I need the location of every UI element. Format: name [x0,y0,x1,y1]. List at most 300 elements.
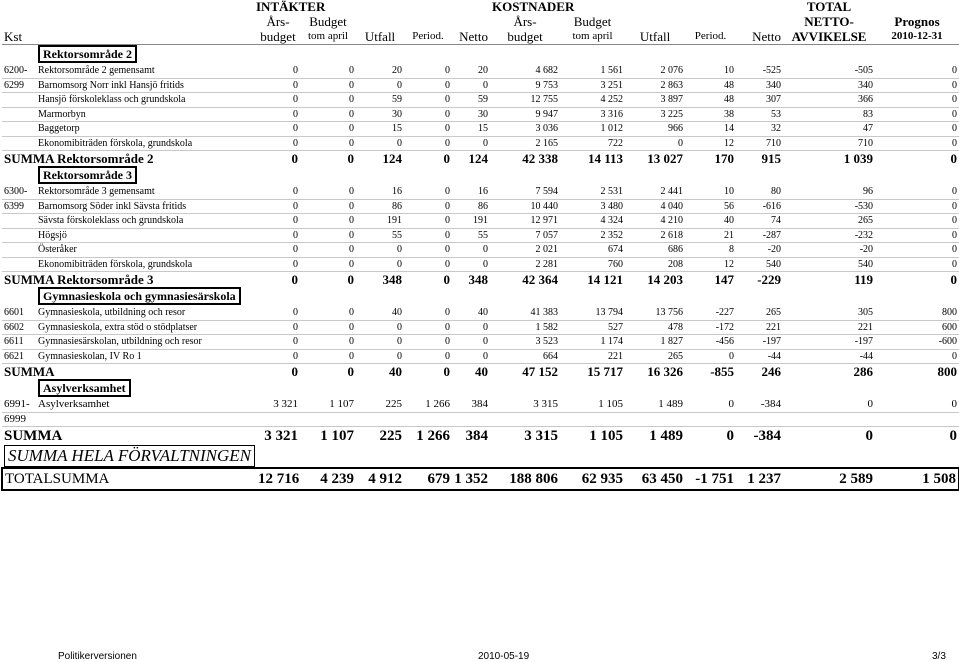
value-cell: -197 [783,335,875,350]
summa-label: SUMMA [4,428,63,444]
value-cell: 7 594 [490,185,560,199]
totalsumma-value: 2 589 [783,468,875,490]
value-cell: 2 021 [490,243,560,258]
name-cell: Österåker [36,243,256,258]
value-cell: 0 [452,243,490,258]
summa-value: 3 315 [524,428,559,444]
value-cell: 0 [300,335,356,350]
value-cell [625,412,685,427]
value-cell: 55 [452,228,490,243]
value-cell: 10 440 [490,199,560,214]
value-cell: 1 266 [404,398,452,412]
value-cell: 0 [300,320,356,335]
arsbudget-label-1: budget [260,29,296,44]
value-cell: 86 [452,199,490,214]
value-cell: 366 [783,93,875,108]
summa-value: 147 [714,272,735,287]
kst-cell: 6602 [2,320,36,335]
value-cell: 2 281 [490,257,560,272]
kst-cell: 6200- [2,64,36,78]
value-cell: 4 682 [490,64,560,78]
value-cell: -505 [783,64,875,78]
value-cell: 41 383 [490,306,560,320]
section-title-row [2,379,959,398]
ars-label-1: Års- [266,14,290,29]
value-cell: 307 [736,93,783,108]
utfall-label-1: Utfall [364,29,396,44]
name-cell: Gymnasieskola, utbildning och resor [36,306,256,320]
value-cell: 966 [625,122,685,137]
value-cell: 4 210 [625,214,685,229]
summa-value: 1 489 [649,428,684,444]
summa-row [2,364,959,380]
value-cell: 3 036 [490,122,560,137]
table-row [2,306,959,320]
value-cell: 0 [404,136,452,151]
value-cell: 0 [875,122,959,137]
value-cell [490,412,560,427]
value-cell: 674 [560,243,625,258]
value-cell: 12 [685,136,736,151]
name-cell: Rektorsområde 3 gemensamt [36,185,256,199]
summa-value: 3 321 [264,428,298,444]
value-cell: 0 [356,257,404,272]
kst-cell: 6621 [2,349,36,364]
value-cell: 0 [404,214,452,229]
value-cell: 0 [300,64,356,78]
value-cell: 0 [256,78,300,93]
table-row [2,199,959,214]
value-cell: 0 [356,320,404,335]
value-cell [404,412,452,427]
table-row [2,398,959,412]
table-row [2,78,959,93]
summa-value: 348 [382,272,403,287]
value-cell: 0 [256,107,300,122]
value-cell: -227 [685,306,736,320]
summa-value: 0 [291,272,298,287]
summa-label: SUMMA Rektorsområde 3 [4,272,154,287]
value-cell: 0 [256,199,300,214]
value-cell: 800 [875,306,959,320]
value-cell: 0 [300,257,356,272]
summa-value: 119 [854,272,874,287]
value-cell: 32 [736,122,783,137]
value-cell: 265 [625,349,685,364]
period-label-2: Period. [694,30,727,42]
netto-label-1: Netto [459,29,489,44]
value-cell: 0 [256,214,300,229]
value-cell: 0 [875,214,959,229]
value-cell: 0 [256,136,300,151]
value-cell: 1 827 [625,335,685,350]
summa-value: 14 113 [587,151,624,166]
kst-cell: 6611 [2,335,36,350]
value-cell: 20 [452,64,490,78]
value-cell: 0 [875,78,959,93]
value-cell: 10 [685,185,736,199]
value-cell: 0 [300,136,356,151]
name-cell: Baggetorp [36,122,256,137]
value-cell: 1 561 [560,64,625,78]
summa-value: 225 [379,428,403,444]
name-cell: Högsjö [36,228,256,243]
name-cell: Asylverksamhet [36,398,256,412]
value-cell: 265 [736,306,783,320]
summa-value: 0 [949,428,958,444]
prognos-date-label: 2010-12-31 [891,30,943,42]
totalsumma-value: 188 806 [490,468,560,490]
kst-header: Kst [4,29,23,44]
value-cell: 47 [783,122,875,137]
value-cell: 1 489 [625,398,685,412]
summa-value: 1 105 [589,428,624,444]
value-cell [560,412,625,427]
name-cell: Ekonomibiträden förskola, grundskola [36,257,256,272]
value-cell: -232 [783,228,875,243]
value-cell: 0 [685,349,736,364]
value-cell: 0 [300,214,356,229]
value-cell: 384 [452,398,490,412]
kst-cell [2,136,36,151]
table-row [2,228,959,243]
value-cell [736,412,783,427]
value-cell: 14 [685,122,736,137]
table-row [2,185,959,199]
value-cell: -600 [875,335,959,350]
value-cell: 686 [625,243,685,258]
summa-value: 47 152 [522,364,559,379]
kst-cell [2,257,36,272]
value-cell: 21 [685,228,736,243]
value-cell: 48 [685,93,736,108]
value-cell: 0 [356,78,404,93]
period-label-1: Period. [412,30,444,42]
value-cell: -456 [685,335,736,350]
kst-cell [2,107,36,122]
summa-value: 246 [761,364,782,379]
value-cell: 96 [783,185,875,199]
value-cell: -287 [736,228,783,243]
summa-value: 915 [761,151,782,166]
value-cell: 0 [625,136,685,151]
value-cell: 4 040 [625,199,685,214]
tomapril-label-1: tom april [307,30,349,42]
summa-value: -384 [753,428,782,444]
spacer-cell [2,287,36,306]
value-cell: 1 012 [560,122,625,137]
table-row [2,122,959,137]
value-cell: 13 756 [625,306,685,320]
value-cell: 0 [256,335,300,350]
value-cell: 221 [736,320,783,335]
summa-value: 0 [865,428,874,444]
value-cell: 4 324 [560,214,625,229]
value-cell [875,412,959,427]
summa-value: 0 [347,364,354,379]
header-row-1 [2,0,959,14]
value-cell: 2 165 [490,136,560,151]
footer-date: 2010-05-19 [478,651,530,662]
value-cell: 0 [404,78,452,93]
prognos-label: Prognos [894,14,940,29]
summa-label: SUMMA [4,364,55,379]
value-cell: 30 [452,107,490,122]
value-cell: 340 [736,78,783,93]
summa-value: 0 [443,364,451,379]
footer-page: 3/3 [932,651,946,662]
section-title: Gymnasieskola och gymnasiesärskola [38,287,241,305]
netto-label-2: Netto [752,29,782,44]
name-cell: Gymnasiesärskolan, utbildning och resor [36,335,256,350]
value-cell: 0 [300,349,356,364]
value-cell [256,412,300,427]
ars-label-2: Års- [513,14,537,29]
value-cell: 2 531 [560,185,625,199]
kst-cell: 6999 [2,412,36,427]
value-cell: 86 [356,199,404,214]
value-cell [783,412,875,427]
value-cell: 0 [356,243,404,258]
value-cell: 722 [560,136,625,151]
value-cell: 221 [783,320,875,335]
value-cell: 0 [875,257,959,272]
value-cell: 0 [783,398,875,412]
section-title-row [2,45,959,65]
totalsumma-value: 63 450 [625,468,685,490]
value-cell: 0 [404,243,452,258]
value-cell: 55 [356,228,404,243]
value-cell: 59 [452,93,490,108]
summa-value: 16 326 [647,364,684,379]
table-row [2,412,959,427]
summa-value: 0 [950,272,958,287]
totalsumma-value: 4 912 [356,468,404,490]
totalsumma-value: 1 352 [452,468,490,490]
group-intakter: INTÄKTER [256,0,326,14]
value-cell: 16 [452,185,490,199]
name-cell: Barnomsorg Norr inkl Hansjö fritids [36,78,256,93]
value-cell: 0 [875,243,959,258]
value-cell: 3 480 [560,199,625,214]
name-cell [36,412,256,427]
value-cell: 0 [256,257,300,272]
totalsumma-row [2,468,959,490]
value-cell [685,412,736,427]
value-cell: 0 [452,335,490,350]
name-cell: Marmorbyn [36,107,256,122]
value-cell: 12 755 [490,93,560,108]
value-cell: 0 [256,243,300,258]
section-title-cell [36,379,300,398]
name-cell: Gymnasieskola, extra stöd o stödplatser [36,320,256,335]
summa-value: 1 266 [416,428,451,444]
value-cell: -172 [685,320,736,335]
kst-cell: 6399 [2,199,36,214]
summa-value: 15 717 [587,364,624,379]
value-cell: 0 [875,93,959,108]
value-cell: 1 105 [560,398,625,412]
value-cell: 1 174 [560,335,625,350]
summa-value: 14 121 [587,272,624,287]
value-cell: -20 [736,243,783,258]
value-cell: 0 [300,122,356,137]
footer-version: Politikerversionen [58,651,137,662]
value-cell: 15 [452,122,490,137]
summa-value: 0 [443,151,451,166]
grand-title-cell [2,445,404,468]
value-cell: 0 [404,320,452,335]
value-cell: 0 [404,93,452,108]
value-cell: 0 [256,64,300,78]
section-title-row [2,166,959,185]
value-cell: 0 [256,306,300,320]
value-cell: -530 [783,199,875,214]
name-cell: Gymnasieskolan, IV Ro 1 [36,349,256,364]
totalsumma-value: 1 237 [736,468,783,490]
value-cell: 48 [685,78,736,93]
totalsumma-value: 679 [404,468,452,490]
value-cell: 0 [452,320,490,335]
value-cell: 600 [875,320,959,335]
summa-value: 40 [389,364,403,379]
value-cell: 0 [875,107,959,122]
value-cell: 0 [300,243,356,258]
value-cell: 0 [404,349,452,364]
value-cell: 265 [783,214,875,229]
value-cell: 16 [356,185,404,199]
value-cell: 0 [404,228,452,243]
summa-value: -229 [757,272,782,287]
table-row [2,107,959,122]
value-cell: 56 [685,199,736,214]
section-title-cell [36,45,300,65]
summa-value: 0 [347,151,354,166]
value-cell: 0 [300,228,356,243]
value-cell: 3 523 [490,335,560,350]
value-cell: 0 [256,349,300,364]
value-cell: 0 [404,122,452,137]
summa-label: SUMMA Rektorsområde 2 [4,151,154,166]
value-cell: 0 [300,199,356,214]
value-cell: 0 [404,185,452,199]
value-cell [356,412,404,427]
value-cell: -616 [736,199,783,214]
value-cell: 0 [300,107,356,122]
value-cell: 0 [875,136,959,151]
kst-cell: 6299 [2,78,36,93]
value-cell: 340 [783,78,875,93]
name-cell: Ekonomibiträden förskola, grundskola [36,136,256,151]
value-cell: 2 076 [625,64,685,78]
totalsumma-value: -1 751 [685,468,736,490]
value-cell: -525 [736,64,783,78]
grand-title: SUMMA HELA FÖRVALTNINGEN [4,445,255,467]
value-cell: 74 [736,214,783,229]
value-cell: 3 315 [490,398,560,412]
summa-value: 124 [382,151,403,166]
value-cell: 0 [875,199,959,214]
group-total: TOTAL [806,0,852,14]
value-cell: 3 225 [625,107,685,122]
table-row [2,136,959,151]
value-cell: 3 251 [560,78,625,93]
summa-value: 0 [291,364,298,379]
value-cell: 0 [404,64,452,78]
value-cell: 4 252 [560,93,625,108]
section-title-cell [36,166,300,185]
table-row [2,214,959,229]
summa-value: 0 [291,151,298,166]
summa-value: 42 338 [522,151,559,166]
value-cell: 540 [736,257,783,272]
value-cell: 760 [560,257,625,272]
value-cell: 0 [404,335,452,350]
arsbudget-label-2: budget [507,29,543,44]
value-cell: 1 107 [300,398,356,412]
value-cell: 0 [452,78,490,93]
value-cell: 710 [736,136,783,151]
summa-value: 286 [853,364,874,379]
spacer-cell [2,45,36,65]
name-cell: Hansjö förskoleklass och grundskola [36,93,256,108]
value-cell: 3 316 [560,107,625,122]
budget-label-2: Budget [573,14,612,29]
value-cell: 0 [404,306,452,320]
netto-top-label: NETTO- [804,14,854,29]
summa-value: 0 [950,151,958,166]
name-cell: Barnomsorg Söder inkl Sävsta fritids [36,199,256,214]
value-cell: -44 [736,349,783,364]
summa-value: 42 364 [522,272,559,287]
value-cell: 191 [452,214,490,229]
totalsumma-label: TOTALSUMMA [2,468,256,490]
summa-value: 40 [475,364,489,379]
value-cell: 40 [356,306,404,320]
table-row [2,93,959,108]
value-cell: 53 [736,107,783,122]
value-cell: 2 352 [560,228,625,243]
header-row-3 [2,29,959,45]
value-cell: 191 [356,214,404,229]
value-cell: 10 [685,64,736,78]
summa-value: 800 [937,364,958,379]
kst-cell [2,228,36,243]
tomapril-label-2: tom april [572,30,613,42]
value-cell: -44 [783,349,875,364]
summa-value: 1 107 [320,428,354,444]
budget-label-1: Budget [309,14,347,29]
table-row [2,320,959,335]
value-cell: 305 [783,306,875,320]
kst-cell: 6601 [2,306,36,320]
section-title-row [2,287,959,306]
name-cell: Rektorsområde 2 gemensamt [36,64,256,78]
summa-row [2,151,959,167]
value-cell: 208 [625,257,685,272]
value-cell: 0 [875,228,959,243]
summa-value: -855 [710,364,735,379]
value-cell: 9 753 [490,78,560,93]
value-cell: 0 [404,107,452,122]
value-cell: -20 [783,243,875,258]
value-cell: 8 [685,243,736,258]
value-cell [452,412,490,427]
section-title-cell [36,287,300,306]
totalsumma-value: 1 508 [875,468,959,490]
summa-row [2,427,959,446]
spacer-cell [2,166,36,185]
